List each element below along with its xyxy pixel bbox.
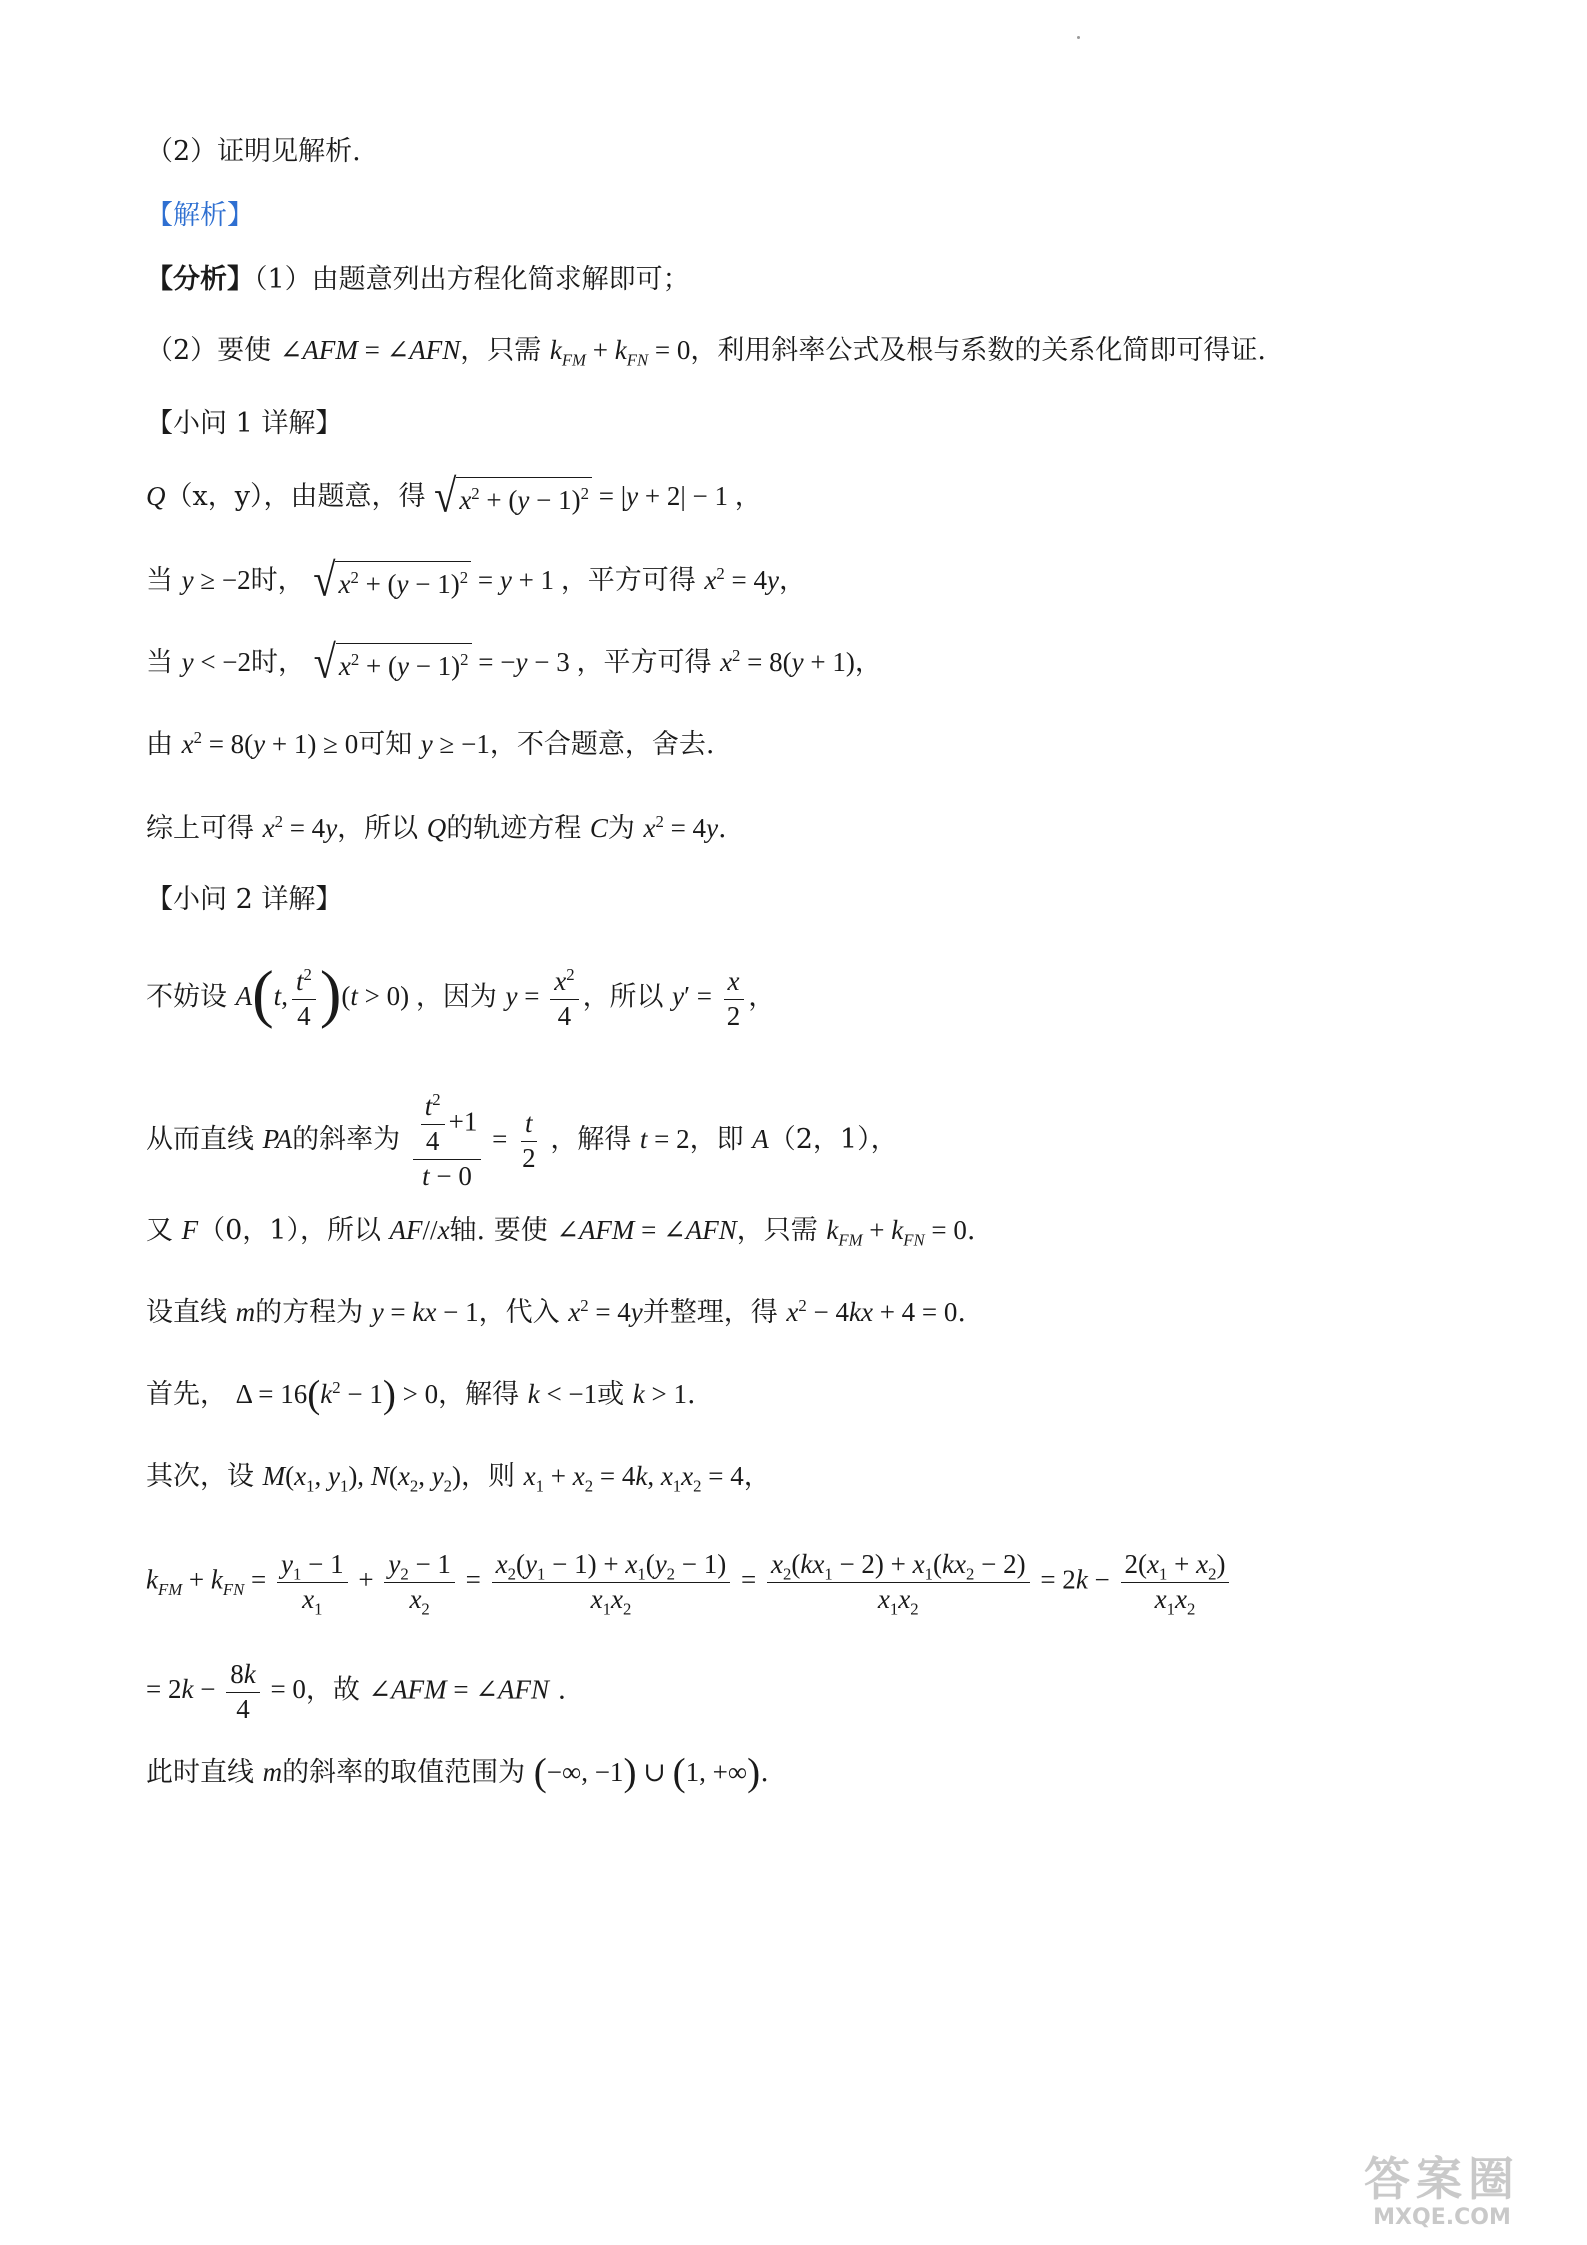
q2-line-6: 其次，设 $M(x_1$, $y_1$), $N(x_2$, $y_2$)，则 $x_1 + x_2 = 4k$, $x_1x_2 = 4$， xyxy=(146,1461,771,1496)
q2-line-3: 又 F（0，1），所以 AF//x轴. 要使 ∠AFM = ∠AFN，只需 $k_{FM} + k_{FN} = 0$. xyxy=(146,1215,976,1250)
q2-line-2: 从而直线 PA的斜率为 $\frac{t^2}{4}$ +1 t − 0 = $\frac{t}{2}$ ，解得 t = 2，即 A（2，1）， xyxy=(146,1090,898,1191)
q1-line-1: Q（x，y），由题意，得 √ $x^2 + (y - 1)^2$ = |y + 2| − 1 ， xyxy=(146,470,762,523)
math-slope-range: (−∞, −1) ∪ (1, +∞) xyxy=(533,1751,761,1794)
q2-line-9: 此时直线 m的斜率的取值范围为 (−∞, −1) ∪ (1, +∞). xyxy=(146,1751,769,1794)
math-slope-sum: $k_{FM} + k_{FN} = 0$ xyxy=(549,335,691,370)
math-angle-equality: ∠AFM = ∠AFN xyxy=(279,335,461,365)
math-point-a: A(t, $\frac{t^2}{4}$ )(t > 0) xyxy=(235,958,416,1031)
answer-line-part2: （2）证明见解析. xyxy=(146,136,361,167)
jiexi-label: 【解析】 xyxy=(146,200,254,231)
analysis-line-1: 【分析】（1）由题意列出方程化简求解即可； xyxy=(146,264,690,295)
q1-line-2: 当 y ≥ −2时， √ $x^2 + (y - 1)^2$ = y + 1 ，平方可得 $x^2 = 4y$， xyxy=(146,554,806,607)
q2-line-1: 不妨设 A(t, $\frac{t^2}{4}$ )(t > 0) ，因为 y = $\frac{x^2}{4}$ ，所以 y′ = $\frac{x}{2}$ ， xyxy=(146,958,776,1031)
math-slope-pa: $\frac{t^2}{4}$ +1 t − 0 = $\frac{t}{2}$ xyxy=(409,1124,551,1154)
q2-line-5: 首先， $\Delta = 16(k^2 - 1) > 0$，解得 k < −1或 k > 1. xyxy=(146,1373,696,1416)
scan-speck xyxy=(1077,36,1080,39)
q2-heading: 【小问 2 详解】 xyxy=(146,884,343,915)
math-case-2: √ $x^2 + (y - 1)^2$ = −y − 3 xyxy=(313,636,577,689)
q2-line-8: = 2k − $\frac{8k}{4}$ = 0，故 ∠AFM = ∠AFN . xyxy=(146,1659,567,1724)
math-distance-equation: √ $x^2 + (y - 1)^2$ = |y + 2| − 1 xyxy=(434,470,735,523)
watermark-logo: 答案圈 MXQE.COM xyxy=(1364,2152,1520,2230)
q1-heading: 【小问 1 详解】 xyxy=(146,408,343,439)
q2-line-4: 设直线 m的方程为 y = kx − 1，代入 $x^2 = 4y$并整理，得 $x^2 - 4kx + 4 = 0$. xyxy=(146,1296,966,1328)
q1-line-3: 当 y < −2时， √ $x^2 + (y - 1)^2$ = −y − 3 ，平方可得 $x^2 = 8(y + 1)$， xyxy=(146,636,882,689)
math-case-1: √ $x^2 + (y - 1)^2$ = y + 1 xyxy=(313,554,561,607)
q2-slope-derivation: $k_{FM} + k_{FN}$ = $\frac{y_1 - 1}{x_1}$ + $\frac{y_2 - 1}{x_2}$ = $\frac{x_2(y_1 - 1) + x_1(y_2 - 1)}{x_1x_2}$ = $\frac{x_2(kx_1 - 2) + x_1(kx_2 - 2)}{x_1x_2}$ = 2k − $\frac{2(x_1 + x_2)}{x_1x_2}$ xyxy=(146,1548,1233,1617)
q1-line-4: 由 $x^2 = 8(y + 1) \ge 0$可知 y ≥ −1，不合题意，舍去. xyxy=(146,728,715,760)
q1-line-5: 综上可得 $x^2 = 4y$，所以 Q的轨迹方程 C为 $x^2 = 4y$. xyxy=(146,812,727,844)
analysis-line-2: （2）要使 ∠AFM = ∠AFN，只需 $k_{FM} + k_{FN} = 0$，利用斜率公式及根与系数的关系化简即可得证. xyxy=(146,335,1266,370)
